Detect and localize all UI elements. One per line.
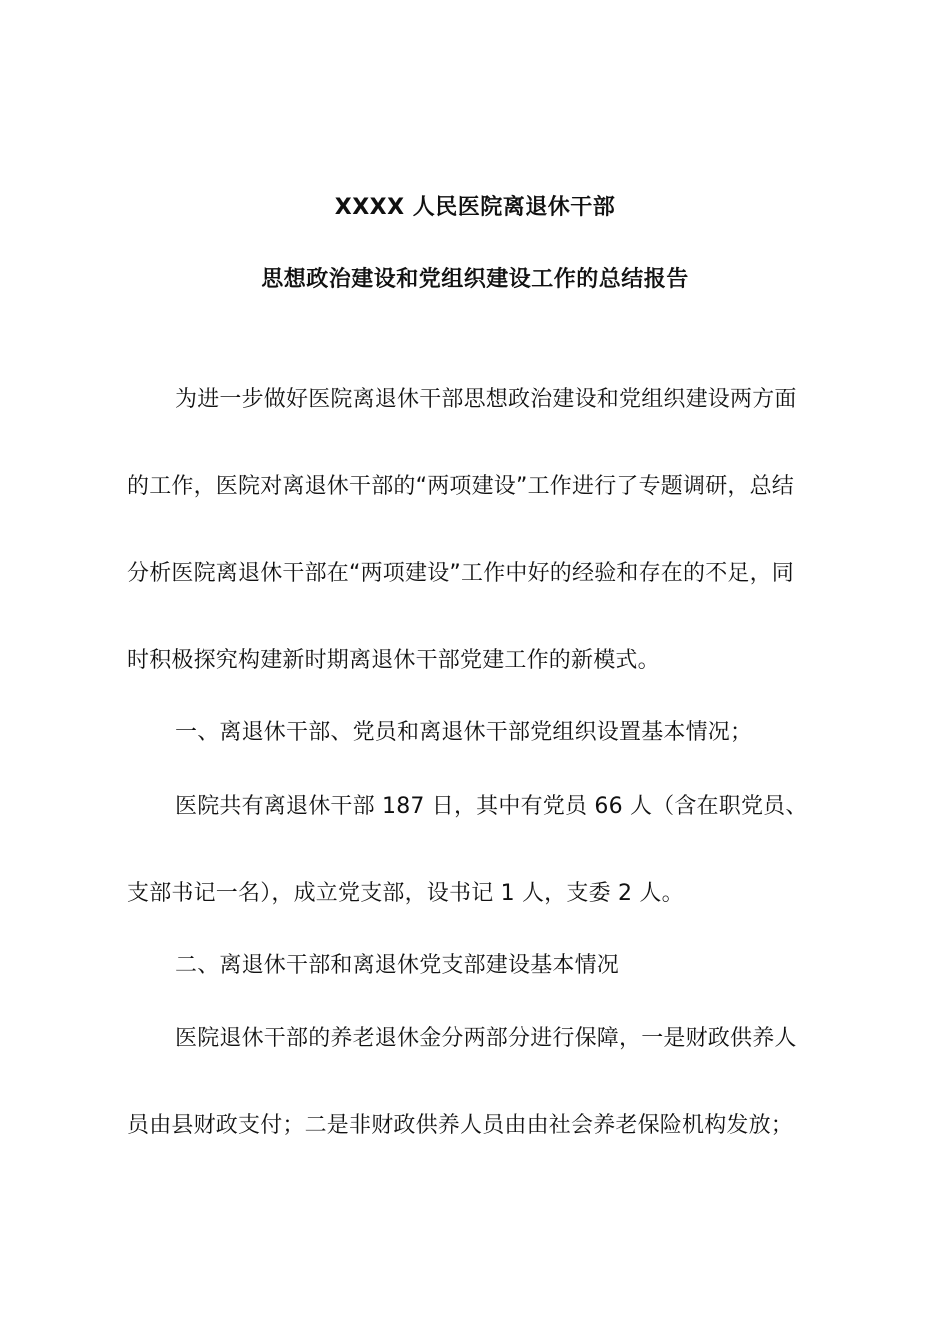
section-heading-2: 二、离退休干部和离退休党支部建设基本情况	[175, 953, 620, 978]
document-title-line-2: 思想政治建设和党组织建设工作的总结报告	[261, 267, 689, 292]
paragraph-line: 医院共有离退休干部 187 日，其中有党员 66 人（含在职党员、	[175, 794, 808, 819]
paragraph-line: 的工作，医院对离退休干部的“两项建设”工作进行了专题调研，总结	[127, 474, 794, 499]
section-heading-1: 一、离退休干部、党员和离退休干部党组织设置基本情况；	[175, 720, 753, 745]
paragraph-line: 为进一步做好医院离退休干部思想政治建设和党组织建设两方面	[175, 387, 797, 412]
document-title-line-1: XXXX 人民医院离退休干部	[334, 195, 616, 220]
paragraph-line: 员由县财政支付；二是非财政供养人员由由社会养老保险机构发放；	[127, 1113, 794, 1138]
paragraph-line: 时积极探究构建新时期离退休干部党建工作的新模式。	[127, 648, 660, 673]
paragraph-line: 医院退休干部的养老退休金分两部分进行保障，一是财政供养人	[175, 1026, 797, 1051]
paragraph-line: 支部书记一名），成立党支部，设书记 1 人，支委 2 人。	[127, 881, 684, 906]
paragraph-line: 分析医院离退休干部在“两项建设”工作中好的经验和存在的不足，同	[127, 561, 794, 586]
